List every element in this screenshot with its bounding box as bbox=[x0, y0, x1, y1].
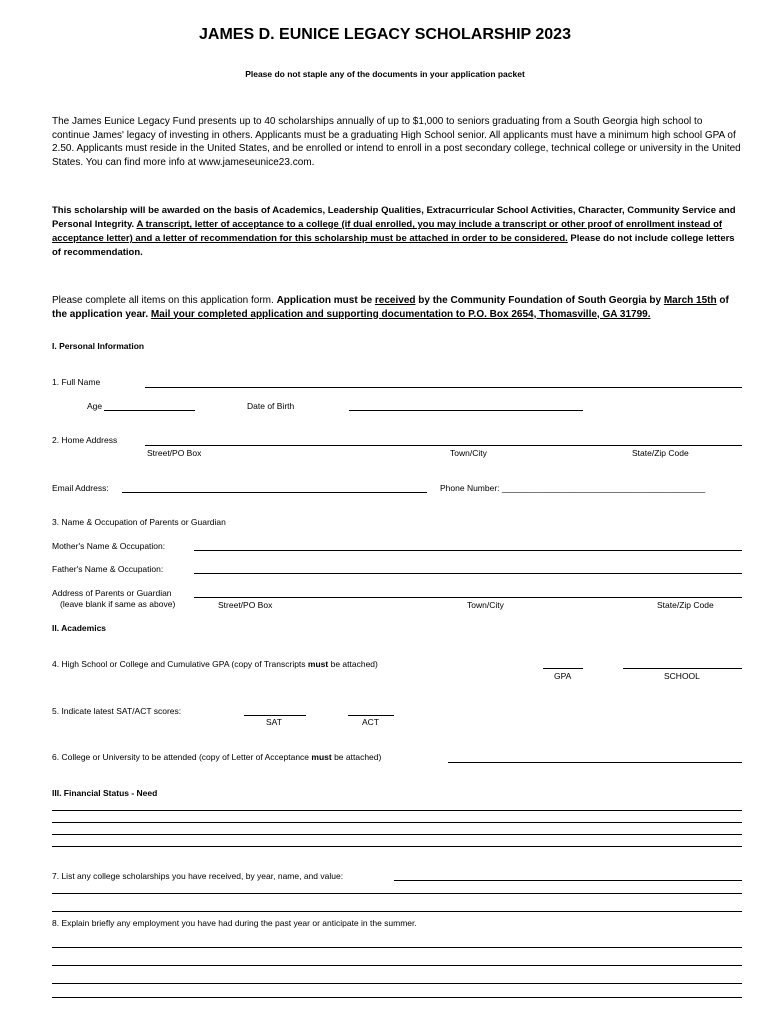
email-line[interactable] bbox=[122, 492, 427, 493]
full-name-line[interactable] bbox=[145, 387, 742, 388]
financial-line-1[interactable] bbox=[52, 810, 742, 811]
gpa-question-post: be attached) bbox=[328, 659, 378, 669]
dob-label: Date of Birth bbox=[247, 401, 295, 411]
instructions-mail: Mail your completed application and supporting documentation to P.O. Box 2654, Thomasville, GA 31799. bbox=[150, 308, 651, 320]
home-state-zip-label: State/Zip Code bbox=[632, 448, 689, 458]
instructions-plain: Please complete all items on this application form. bbox=[52, 295, 277, 306]
instructions-paragraph bbox=[52, 294, 742, 321]
basis-lead: This scholarship will be awarded on the basis of Academics, Leadership Qualities, Extracurricular School Activities, Character, Community Service and Personal Integrity. bbox=[52, 205, 736, 230]
full-name-label: 1. Full Name bbox=[52, 377, 101, 387]
employment-line-1[interactable] bbox=[52, 947, 742, 948]
staple-note: Please do not staple any of the documents in your application packet bbox=[245, 69, 525, 79]
gpa-question bbox=[52, 659, 378, 669]
mother-line[interactable] bbox=[194, 550, 742, 551]
gpa-question-must: must bbox=[307, 659, 329, 669]
instructions-bold2: by the Community Foundation of South Georgia by bbox=[415, 295, 664, 306]
sat-label: SAT bbox=[266, 717, 282, 727]
instructions-received: received bbox=[374, 295, 416, 306]
gpa-question-pre: 4. High School or College and Cumulative GPA (copy of Transcripts bbox=[52, 659, 308, 669]
financial-line-3[interactable] bbox=[52, 834, 742, 835]
age-line[interactable] bbox=[104, 410, 195, 411]
parent-town-label: Town/City bbox=[467, 600, 504, 610]
parent-street-label: Street/PO Box bbox=[218, 600, 273, 610]
scholarships-line-3[interactable] bbox=[52, 911, 742, 912]
home-address-line[interactable] bbox=[145, 445, 742, 446]
mother-label: Mother's Name & Occupation: bbox=[52, 541, 166, 551]
instructions-bold3: of the application year. bbox=[52, 295, 729, 320]
employment-line-2[interactable] bbox=[52, 965, 742, 966]
home-town-label: Town/City bbox=[450, 448, 487, 458]
award-basis-paragraph bbox=[52, 204, 742, 260]
sat-line[interactable] bbox=[244, 715, 306, 716]
intro-paragraph: The James Eunice Legacy Fund presents up to 40 scholarships annually of up to $1,000 to seniors graduating from a South Georgia high school to continue James' legacy of investing in others. Applicants must be a graduating High School senior. All applicants must have a minimum high school GPA of 2.50. Applicants must reside in the United States, and be enrolled or intend to enroll in a post secondary college, technical college or university in the United States. You can find more info at www.jameseunice23.com. bbox=[52, 116, 741, 168]
section-financial: III. Financial Status - Need bbox=[52, 788, 158, 798]
email-label: Email Address: bbox=[52, 483, 109, 493]
college-question-must: must bbox=[311, 752, 332, 762]
basis-requirements: A transcript, letter of acceptance to a college (if dual enrolled, you may include a transcript or other proof of enrollment instead of acceptance letter) and a letter of recommendation for this scholarship must be attached in order to be considered. bbox=[52, 219, 723, 244]
basis-tail: Please do not include college letters of recommendation. bbox=[52, 233, 735, 258]
parent-address-line[interactable] bbox=[194, 597, 742, 598]
parent-state-zip-label: State/Zip Code bbox=[657, 600, 714, 610]
college-line[interactable] bbox=[448, 762, 742, 763]
act-line[interactable] bbox=[348, 715, 394, 716]
scholarships-question: 7. List any college scholarships you have received, by year, name, and value: bbox=[52, 871, 344, 881]
financial-line-4[interactable] bbox=[52, 846, 742, 847]
scholarships-line-1[interactable] bbox=[394, 880, 742, 881]
employment-line-4[interactable] bbox=[52, 997, 742, 998]
phone-label[interactable]: Phone Number: ___________________________________________ bbox=[440, 483, 706, 493]
parents-label: 3. Name & Occupation of Parents or Guardian bbox=[52, 517, 226, 527]
school-label: SCHOOL bbox=[664, 671, 700, 681]
age-label: Age bbox=[87, 401, 103, 411]
financial-line-2[interactable] bbox=[52, 822, 742, 823]
dob-line[interactable] bbox=[349, 410, 583, 411]
sat-act-question: 5. Indicate latest SAT/ACT scores: bbox=[52, 706, 182, 716]
employment-line-3[interactable] bbox=[52, 983, 742, 984]
employment-question: 8. Explain briefly any employment you have had during the past year or anticipate in the summer. bbox=[52, 918, 417, 928]
college-question-pre: 6. College or University to be attended (copy of Letter of Acceptance bbox=[52, 752, 312, 762]
father-label: Father's Name & Occupation: bbox=[52, 564, 164, 574]
home-street-label: Street/PO Box bbox=[147, 448, 202, 458]
form-title: JAMES D. EUNICE LEGACY SCHOLARSHIP 2023 bbox=[199, 26, 571, 43]
father-line[interactable] bbox=[194, 573, 742, 574]
gpa-line[interactable] bbox=[543, 668, 583, 669]
act-label: ACT bbox=[362, 717, 379, 727]
scholarships-line-2[interactable] bbox=[52, 893, 742, 894]
home-address-label: 2. Home Address bbox=[52, 435, 118, 445]
parent-address-label: Address of Parents or Guardian bbox=[52, 588, 172, 598]
instructions-deadline: March 15th bbox=[663, 295, 717, 306]
section-personal: I. Personal Information bbox=[52, 341, 145, 351]
school-line[interactable] bbox=[623, 668, 742, 669]
college-question-post: be attached) bbox=[331, 752, 382, 762]
section-academics: II. Academics bbox=[52, 623, 107, 633]
instructions-bold1: Application must be bbox=[276, 295, 375, 306]
gpa-label: GPA bbox=[554, 671, 572, 681]
college-question bbox=[52, 752, 381, 762]
parent-address-note: (leave blank if same as above) bbox=[60, 599, 176, 609]
